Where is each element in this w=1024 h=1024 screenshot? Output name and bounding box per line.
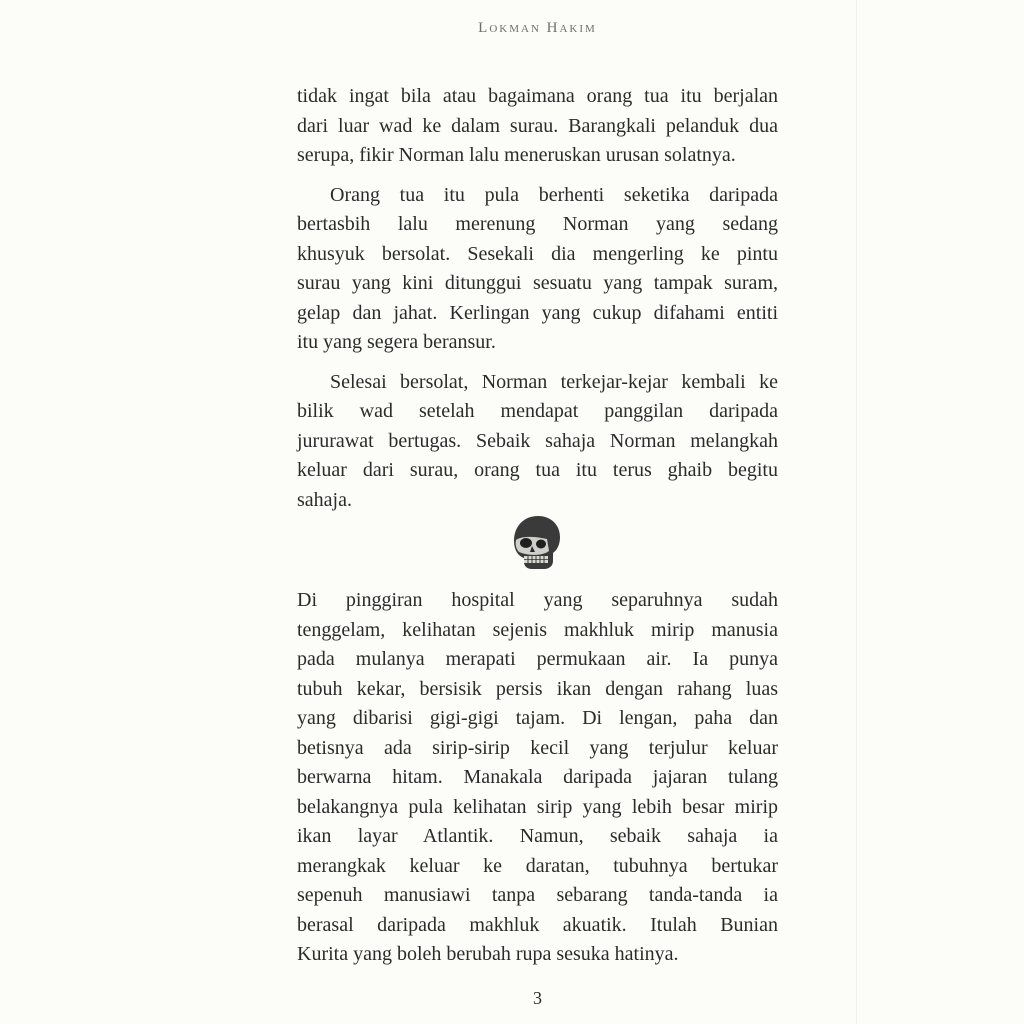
- text-line: Orang tua itu pula berhenti seketika daripada: [330, 183, 778, 206]
- text-line: gelap dan jahat. Kerlingan yang cukup difahami entiti: [297, 301, 778, 324]
- text-line: keluar dari surau, orang tua itu terus ghaib begitu: [297, 459, 778, 481]
- paragraph: [297, 82, 778, 171]
- text-line: Di pinggiran hospital yang separuhnya sudah: [297, 589, 778, 611]
- text-line: betisnya ada sirip-sirip kecil yang terjulur keluar: [297, 736, 778, 759]
- body-text: [297, 82, 778, 980]
- text-line: Selesai bersolat, Norman terkejar-kejar kembali ke: [330, 370, 778, 393]
- text-line: bertasbih lalu merenung Norman yang sedang: [297, 213, 778, 235]
- text-line: berwarna hitam. Manakala daripada jajaran tulang: [297, 766, 778, 788]
- text-line: tubuh kekar, bersisik persis ikan dengan rahang luas: [297, 677, 778, 700]
- page-number: 3: [533, 988, 542, 1008]
- paragraph: [297, 368, 778, 516]
- paragraph: [297, 181, 778, 358]
- text-line: merangkak keluar ke daratan, tubuhnya bertukar: [297, 854, 778, 877]
- page-edge: [856, 0, 857, 1024]
- text-line: pada mulanya merapati permukaan air. Ia punya: [297, 648, 778, 670]
- text-line: sahaja.: [297, 488, 352, 511]
- text-line: itu yang segera beransur.: [297, 331, 496, 353]
- text-line: berasal daripada makhluk akuatik. Itulah Bunian: [297, 913, 778, 936]
- text-line: surau yang kini ditunggui sesuatu yang tampak suram,: [297, 272, 778, 294]
- text-line: bilik wad setelah mendapat panggilan daripada: [297, 400, 778, 422]
- text-line: sepenuh manusiawi tanpa sebarang tanda-tanda ia: [297, 884, 778, 906]
- text-line: belakangnya pula kelihatan sirip yang lebih besar mirip: [297, 795, 778, 818]
- section-break: [297, 515, 778, 586]
- skull-icon: [512, 515, 562, 571]
- text-line: tidak ingat bila atau bagaimana orang tua itu berjalan: [297, 85, 778, 107]
- text-line: yang dibarisi gigi-gigi tajam. Di lengan, paha dan: [297, 707, 778, 729]
- paragraph: [297, 586, 778, 970]
- text-line: jururawat bertugas. Sebaik sahaja Norman melangkah: [297, 429, 778, 452]
- text-line: Kurita yang boleh berubah rupa sesuka hatinya.: [297, 943, 679, 965]
- text-line: tenggelam, kelihatan sejenis makhluk mirip manusia: [297, 618, 778, 641]
- text-line: dari luar wad ke dalam surau. Barangkali pelanduk dua: [297, 114, 778, 137]
- text-line: ikan layar Atlantik. Namun, sebaik sahaja ia: [297, 825, 778, 847]
- running-title: Lokman Hakim: [478, 20, 597, 36]
- text-line: khusyuk bersolat. Sesekali dia mengerling ke pintu: [297, 242, 778, 265]
- text-line: serupa, fikir Norman lalu meneruskan urusan solatnya.: [297, 144, 736, 166]
